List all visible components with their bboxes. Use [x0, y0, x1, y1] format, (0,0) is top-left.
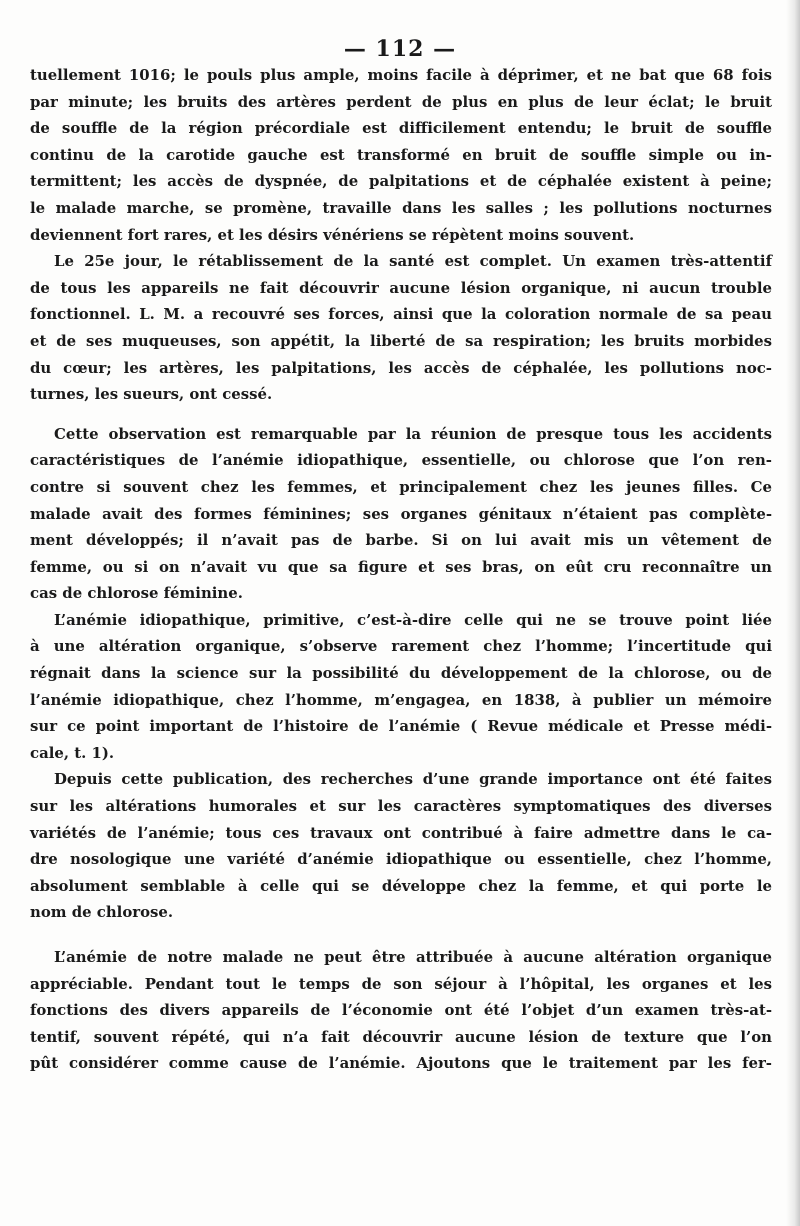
text-line: variétés de l’anémie; tous ces travaux ont contribué à faire admettre dans le ca- — [30, 823, 772, 842]
paragraph — [30, 62, 772, 248]
text-line: nom de chlorose. — [30, 903, 174, 922]
text-line: pût considérer comme cause de l’anémie. Ajoutons que le traitement par les fer- — [30, 1054, 772, 1073]
text-line: de souffle de la région précordiale est difficilement entendu; le bruit de souffle — [30, 119, 772, 138]
text-line: régnait dans la science sur la possibilité du développement de la chlorose, ou de — [30, 664, 772, 683]
text-line: l’anémie idiopathique, chez l’homme, m’engagea, en 1838, à publier un mémoire — [30, 690, 772, 709]
text-line: malade avait des formes féminines; ses organes génitaux n’étaient pas complète- — [30, 504, 772, 523]
text-line: caractéristiques de l’anémie idiopathique, essentielle, ou chlorose que l’on ren- — [30, 451, 772, 470]
text-line: contre si souvent chez les femmes, et principalement chez les jeunes filles. Ce — [30, 477, 772, 496]
text-line: continu de la carotide gauche est transformé en bruit de souffle simple ou in- — [30, 145, 772, 164]
paragraph — [30, 944, 772, 1077]
text-line: termittent; les accès de dyspnée, de palpitations et de céphalée existent à peine; — [30, 172, 772, 191]
text-line: L’anémie de notre malade ne peut être attribuée à aucune altération organique — [54, 948, 772, 966]
text-line: sur les altérations humorales et sur les caractères symptomatiques des diverses — [30, 797, 772, 816]
text-line: turnes, les sueurs, ont cessé. — [30, 385, 273, 404]
text-line: de tous les appareils ne fait découvrir aucune lésion organique, ni aucun trouble — [30, 278, 772, 297]
body-text — [30, 62, 772, 1077]
text-line: et de ses muqueuses, son appétit, la liberté de sa respiration; les bruits morbides — [30, 331, 772, 350]
text-line: absolument semblable à celle qui se développe chez la femme, et qui porte le — [30, 876, 772, 895]
paragraph — [30, 766, 772, 926]
text-line: tuellement 1016; le pouls plus ample, moins facile à déprimer, et ne bat que 68 fois — [30, 66, 772, 84]
text-line: fonctions des divers appareils de l’économie ont été l’objet d’un examen très-at- — [30, 1001, 772, 1020]
text-line: Le 25e jour, le rétablissement de la santé est complet. Un examen très-attentif — [54, 252, 772, 271]
text-line: sur ce point important de l’histoire de l’anémie ( Revue médicale et Presse médi- — [30, 717, 772, 736]
text-line: tentif, souvent répété, qui n’a fait découvrir aucune lésion de texture que l’on — [30, 1027, 772, 1046]
text-line: cale, t. 1). — [30, 743, 115, 762]
text-line: dre nosologique une variété d’anémie idiopathique ou essentielle, chez l’homme, — [30, 850, 772, 869]
paragraph — [30, 248, 772, 408]
text-line: appréciable. Pendant tout le temps de son séjour à l’hôpital, les organes et les — [30, 974, 772, 993]
text-line: du cœur; les artères, les palpitations, les accès de céphalée, les pollutions noc- — [30, 358, 772, 377]
text-line: ment développés; il n’avait pas de barbe. Si on lui avait mis un vêtement de — [30, 531, 772, 550]
text-line: fonctionnel. L. M. a recouvré ses forces, ainsi que la coloration normale de sa peau — [30, 305, 772, 324]
text-line: le malade marche, se promène, travaille dans les salles ; les pollutions nocturnes — [30, 198, 772, 217]
text-line: à une altération organique, s’observe rarement chez l’homme; l’incertitude qui — [30, 637, 772, 656]
page-number: — 112 — — [343, 36, 457, 62]
paragraph — [30, 607, 772, 767]
paragraph — [30, 421, 772, 607]
text-line: cas de chlorose féminine. — [30, 584, 243, 603]
text-line: par minute; les bruits des artères perdent de plus en plus de leur éclat; le bruit — [30, 92, 772, 111]
text-line: Depuis cette publication, des recherches d’une grande importance ont été faites — [54, 770, 772, 789]
page-edge-shadow — [786, 0, 800, 1226]
text-line: deviennent fort rares, et les désirs vénériens se répètent moins souvent. — [30, 225, 635, 244]
text-line: femme, ou si on n’avait vu que sa figure et ses bras, on eût cru reconnaître un — [30, 557, 772, 576]
text-line: Cette observation est remarquable par la réunion de presque tous les accidents — [54, 424, 772, 443]
text-line: L’anémie idiopathique, primitive, c’est-à-dire celle qui ne se trouve point liée — [54, 610, 772, 629]
